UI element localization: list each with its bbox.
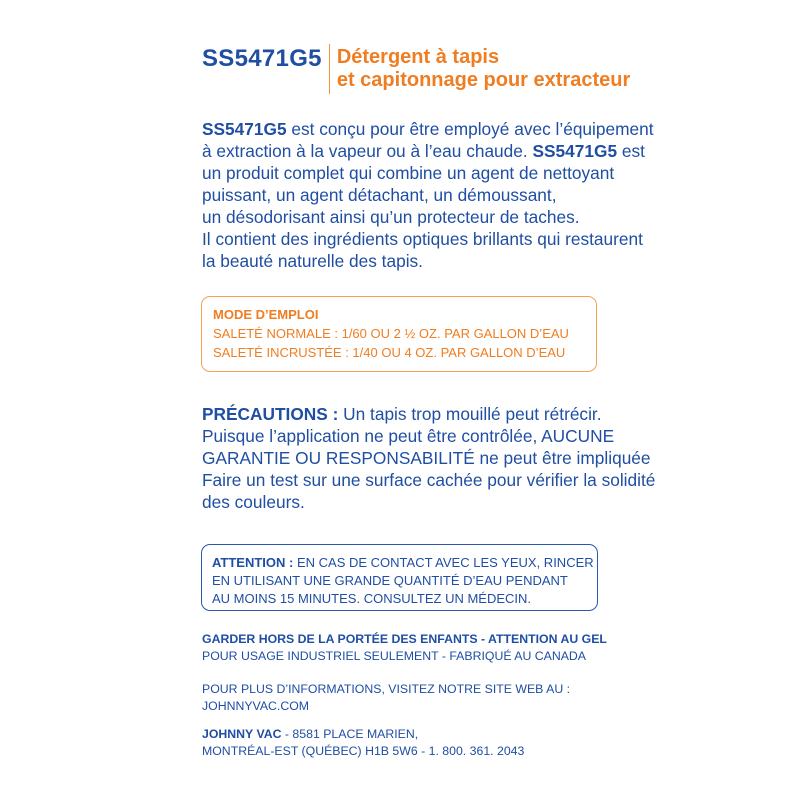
product-title-line-1: Détergent à tapis — [336, 46, 500, 68]
description-line-2 — [202, 140, 645, 162]
precautions-line-4: Faire un test sur une surface cachée pour vérifier la solidité — [202, 470, 656, 490]
precautions — [202, 403, 656, 513]
address-line-1 — [202, 726, 524, 743]
attention-line-1 — [212, 554, 597, 572]
attention-label: ATTENTION : — [212, 555, 294, 570]
description-text: à extraction à la vapeur ou à l’eau chaude. — [202, 141, 533, 161]
footer-info — [202, 681, 570, 715]
description-line-1 — [202, 118, 654, 140]
precautions-line-3: GARANTIE OU RESPONSABILITÉ ne peut être impliquée — [202, 448, 651, 468]
footer-address — [202, 726, 524, 760]
address-text: - 8581 PLACE MARIEN, — [281, 727, 419, 741]
precautions-line-1 — [202, 403, 622, 425]
description-code: SS5471G5 — [202, 119, 287, 139]
website: JOHNNYVAC.COM — [202, 699, 310, 713]
mode-emploi-normal: SALETÉ NORMALE : 1/60 OU 2 ½ OZ. PAR GALLON D’EAU — [213, 326, 569, 341]
product-code: SS5471G5 — [202, 44, 330, 94]
precautions-text: Un tapis trop mouillé peut rétrécir. — [338, 404, 602, 424]
mode-emploi-title: MODE D’EMPLOI — [213, 307, 319, 322]
attention-box — [201, 544, 598, 611]
description-line-5: un désodorisant ainsi qu’un protecteur de taches. — [202, 207, 580, 227]
description-code: SS5471G5 — [532, 141, 618, 161]
description-text: est conçu pour être employé avec l’équipement — [286, 119, 654, 139]
precautions-line-5: des couleurs. — [202, 492, 305, 512]
attention-line-3: AU MOINS 15 MINUTES. CONSULTEZ UN MÉDECIN. — [212, 591, 532, 606]
precautions-line-2: Puisque l’application ne peut être contrôlée, AUCUNE — [202, 426, 615, 446]
product-description — [202, 118, 654, 272]
mode-emploi-box — [201, 296, 597, 372]
attention-text: EN CAS DE CONTACT AVEC LES YEUX, RINCER — [293, 555, 594, 570]
description-text: est — [617, 141, 645, 161]
child-warning: GARDER HORS DE LA PORTÉE DES ENFANTS - ATTENTION AU GEL — [202, 632, 607, 646]
address-line-2: MONTRÉAL-EST (QUÉBEC) H1B 5W6 - 1. 800. 361. 2043 — [202, 744, 525, 758]
info-text: POUR PLUS D’INFORMATIONS, VISITEZ NOTRE SITE WEB AU : — [202, 682, 571, 696]
product-title-line-2: et capitonnage pour extracteur — [336, 69, 631, 91]
description-line-7: la beauté naturelle des tapis. — [202, 251, 423, 271]
description-line-4: puissant, un agent détachant, un démoussant, — [202, 185, 557, 205]
attention-line-2: EN UTILISANT UNE GRANDE QUANTITÉ D’EAU PENDANT — [212, 573, 568, 588]
precautions-label: PRÉCAUTIONS : — [202, 404, 339, 424]
description-line-3: un produit complet qui combine un agent de nettoyant — [202, 163, 615, 183]
mode-emploi-incrustee: SALETÉ INCRUSTÉE : 1/40 OU 4 OZ. PAR GALLON D’EAU — [213, 345, 566, 360]
company-name: JOHNNY VAC — [202, 727, 282, 741]
usage-note: POUR USAGE INDUSTRIEL SEULEMENT - FABRIQUÉ AU CANADA — [202, 649, 587, 663]
header — [202, 44, 630, 94]
product-title — [330, 44, 630, 92]
description-line-6: Il contient des ingrédients optiques brillants qui restaurent — [202, 229, 643, 249]
footer-warnings — [202, 631, 607, 665]
